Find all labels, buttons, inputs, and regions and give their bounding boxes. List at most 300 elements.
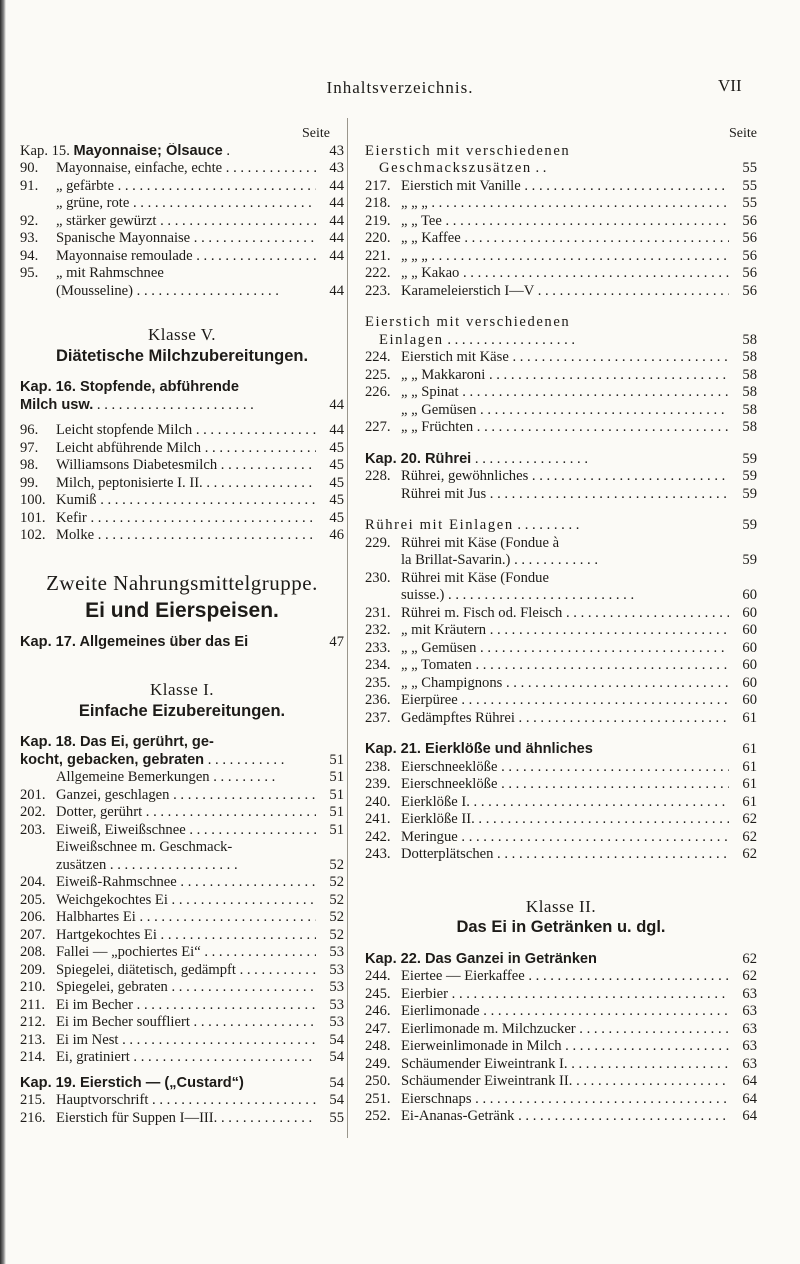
entry-number: 245. (365, 985, 391, 1002)
entry-title: Eierklöße II. . . . (401, 811, 729, 829)
toc-entry (20, 892, 344, 910)
entry-page: 61 (742, 758, 757, 775)
entry-number: 250. (365, 1073, 391, 1089)
entry-title: Eiertee — Eierkaffee . . . (401, 968, 729, 986)
entry-page: 56 (742, 247, 757, 264)
entry-title: „ grüne, rote . . . (56, 195, 316, 213)
column-divider (347, 118, 348, 1138)
entry-page: 45 (329, 474, 344, 491)
entry-title: Schäumender Eiweintrank I. . . . (401, 1056, 729, 1074)
page-number: VII (718, 76, 742, 95)
entry-number: 102. (20, 527, 46, 543)
entry-page: 54 (329, 1092, 344, 1108)
entry-number: 205. (20, 891, 46, 908)
entry-title: „ gefärbte . . . (56, 178, 316, 196)
entry-number: 209. (20, 961, 46, 978)
entry-title: Mayonnaise remoulade . . . (56, 248, 316, 266)
entry-title: „ „ Gemüsen . . . (401, 402, 729, 420)
entry-number: 233. (365, 639, 391, 656)
entry-number: 92. (20, 212, 39, 229)
entry-page: 63 (742, 1003, 757, 1019)
toc-entry (365, 402, 757, 420)
entry-page: 61 (742, 709, 757, 726)
entry-page: 58 (742, 401, 757, 418)
chapter-heading-cont: Milch usw. . . . . . . . . . . . . . . . . . . . . . . 44 (20, 396, 344, 413)
entry-page: 62 (742, 811, 757, 827)
entry-number: 215. (20, 1092, 46, 1108)
entry-number: 220. (365, 230, 391, 246)
entry-title: Eierlimonade . . . (401, 1003, 729, 1021)
entry-number: 221. (365, 247, 391, 264)
entry-page: 64 (742, 1108, 757, 1124)
entry-number: 204. (20, 874, 46, 890)
toc-entry (365, 1091, 757, 1109)
toc-entry (365, 692, 757, 710)
toc-entry (20, 979, 344, 997)
entry-list (365, 468, 757, 503)
entry-number: 235. (365, 674, 391, 691)
entry-list (20, 874, 344, 1067)
entry-number: 214. (20, 1049, 46, 1065)
entry-title: Eiweiß-Rahmschnee . . . (56, 874, 316, 892)
entry-page: 56 (742, 230, 757, 246)
entry-list (20, 160, 344, 283)
entry-page: 56 (742, 212, 757, 229)
entry-page: 55 (742, 195, 757, 211)
entry-page: 44 (329, 247, 344, 264)
entry-number: 240. (365, 793, 391, 810)
entry-number: 242. (365, 828, 391, 845)
entry-page: 62 (742, 846, 757, 862)
entry-title: Gedämpftes Rührei . . . (401, 710, 729, 728)
entry-title: „ „ Tee . . . (401, 213, 729, 231)
entry-number: 212. (20, 1014, 46, 1030)
toc-entry (20, 213, 344, 231)
entry-title: Weichgekochtes Ei . . . (56, 892, 316, 910)
toc-entry-cont: suisse.) . . . . . . . . . . . . . . . . . . . . . . . . . . 60 (401, 587, 757, 603)
entry-number: 91. (20, 177, 39, 194)
entry-number: 99. (20, 474, 39, 491)
toc-entry: (Mousseline) . . . . . . . . . . . . . . . . . . . . 44 (56, 282, 344, 299)
section-heading: Eierstich mit verschiedenen (365, 142, 571, 159)
entry-page: 44 (329, 212, 344, 229)
entry-number: 246. (365, 1003, 391, 1019)
entry-title: Karameleierstich I—V . . . (401, 283, 729, 301)
toc-entry (365, 486, 757, 504)
entry-number: 238. (365, 758, 391, 775)
entry-list (20, 1092, 344, 1127)
toc-entry (365, 283, 757, 301)
toc-entry (365, 248, 757, 266)
entry-page: 53 (329, 1014, 344, 1030)
toc-entry (20, 195, 344, 213)
entry-page: 44 (329, 195, 344, 211)
entry-number: 219. (365, 212, 391, 229)
entry-title: Williamsons Diabetesmilch . . . (56, 457, 316, 475)
entry-page: 61 (742, 793, 757, 810)
entry-number: 213. (20, 1031, 46, 1048)
entry-title: Ei im Becher souffliert . . . (56, 1014, 316, 1032)
toc-entry (20, 440, 344, 458)
entry-title: Eierklöße I. . . . (401, 794, 729, 812)
entry-number: 101. (20, 509, 46, 526)
toc-entry (365, 675, 757, 693)
entry-list (20, 422, 344, 545)
entry-number: 96. (20, 422, 39, 438)
entry-title: Mayonnaise, einfache, echte . . . (56, 160, 316, 178)
chapter-heading: Kap. 22. Das Ganzei in Getränken 62 (365, 950, 757, 967)
entry-page: 59 (742, 468, 757, 484)
entry-number: 98. (20, 457, 39, 473)
chapter-heading-cont: kocht, gebacken, gebraten . . . . . . . . . . . 51 (20, 751, 344, 768)
entry-number: 241. (365, 811, 391, 827)
entry-number: 203. (20, 821, 46, 838)
entry-page: 60 (742, 692, 757, 708)
entry-number: 201. (20, 786, 46, 803)
toc-entry (365, 195, 757, 213)
entry-title: Meringue . . . (401, 829, 729, 847)
entry-number: 208. (20, 944, 46, 960)
toc-entry (365, 605, 757, 623)
entry-page: 43 (329, 160, 344, 176)
toc-entry (365, 1021, 757, 1039)
toc-entry (365, 1003, 757, 1021)
toc-entry (365, 419, 757, 437)
group-heading: Zweite Nahrungsmittelgruppe. (46, 570, 318, 595)
entry-page: 51 (329, 804, 344, 820)
entry-title: Eierweinlimonade in Milch . . . (401, 1038, 729, 1056)
entry-page: 44 (329, 422, 344, 438)
entry-page: 63 (742, 1020, 757, 1037)
chapter-heading: Kap. 15. Mayonnaise; Ölsauce . 43 (20, 142, 344, 159)
page-edge-shadow (0, 0, 6, 1264)
toc-entry (20, 1032, 344, 1050)
entry-page: 54 (329, 1031, 344, 1048)
toc-entry (20, 944, 344, 962)
entry-title: Eierlimonade m. Milchzucker . . . (401, 1021, 729, 1039)
entry-page: 52 (329, 909, 344, 925)
toc-entry (365, 468, 757, 486)
entry-title: „ „ Spinat . . . (401, 384, 729, 402)
entry-title: Rührei mit Jus . . . (401, 486, 729, 504)
entry-page: 58 (742, 419, 757, 435)
entry-number: 243. (365, 846, 391, 862)
entry-title: Halbhartes Ei . . . (56, 909, 316, 927)
entry-number: 217. (365, 177, 391, 194)
class-title: Diätetische Milchzubereitungen. (55, 346, 309, 365)
entry-number: 249. (365, 1055, 391, 1072)
entry-page: 52 (329, 926, 344, 943)
entry-number: 206. (20, 909, 46, 925)
entry-title: Milch, peptonisierte I. II. . . . (56, 475, 316, 493)
toc-entry (365, 811, 757, 829)
entry-page: 62 (742, 968, 757, 984)
entry-title: „ „ „ . . . (401, 195, 729, 213)
entry-title: „ „ Champignons . . . (401, 675, 729, 693)
entry-title: Fallei — „pochiertes Ei“ . . . (56, 944, 316, 962)
entry-number: 218. (365, 195, 391, 211)
section-heading: Eierstich mit verschiedenen (365, 314, 571, 330)
entry-number: 222. (365, 265, 391, 281)
entry-number: 223. (365, 282, 391, 299)
class-title: Das Ei in Getränken u. dgl. (456, 918, 666, 936)
toc-entry (365, 1056, 757, 1074)
section-heading-cont: Geschmackszusätzen . . 55 (379, 160, 757, 176)
entry-list (365, 759, 757, 864)
toc-entry (20, 248, 344, 266)
entry-title: Molke . . . (56, 527, 316, 545)
toc-entry (365, 657, 757, 675)
chapter-heading: Kap. 19. Eierstich — („Custard“) 54 (20, 1074, 344, 1091)
entry-title: „ „ „ . . . (401, 248, 729, 266)
entry-page: 52 (329, 891, 344, 908)
entry-number: 236. (365, 692, 391, 708)
right-column (365, 125, 757, 1126)
toc-entry (20, 178, 344, 196)
entry-page: 60 (742, 657, 757, 673)
toc-entry (365, 846, 757, 864)
entry-page: 64 (742, 1073, 757, 1089)
entry-title: Eierschneeklöße . . . (401, 776, 729, 794)
entry-number: 247. (365, 1020, 391, 1037)
entry-number: 225. (365, 366, 391, 383)
toc-entry (365, 1038, 757, 1056)
entry-page: 53 (329, 996, 344, 1013)
entry-title: Spiegelei, diätetisch, gedämpft . . . (56, 962, 316, 980)
entry-title: „ „ Kakao . . . (401, 265, 729, 283)
entry-page: 52 (329, 874, 344, 890)
entry-page: 58 (742, 366, 757, 383)
entry-title: Eierbier . . . (401, 986, 729, 1004)
entry-page: 60 (742, 604, 757, 621)
entry-number: 224. (365, 349, 391, 365)
entry-page: 45 (329, 457, 344, 473)
entry-title: Eierschnaps . . . (401, 1091, 729, 1109)
entry-list (365, 605, 757, 728)
entry-page: 64 (742, 1090, 757, 1107)
toc-entry-cont: zusätzen . . . . . . . . . . . . . . . . . . 52 (56, 856, 344, 873)
entry-title: Ganzei, geschlagen . . . (56, 787, 316, 805)
seite-label: Seite (302, 126, 330, 141)
toc-entry: Allgemeine Bemerkungen . . . . . . . . . 51 (56, 769, 344, 785)
toc-entry (20, 874, 344, 892)
toc-entry (20, 422, 344, 440)
entry-title: „ mit Kräutern . . . (401, 622, 729, 640)
class-title: Einfache Eizubereitungen. (78, 701, 286, 720)
entry-page: 56 (742, 265, 757, 281)
entry-title: „ mit Rahmschnee (56, 265, 164, 281)
toc-entry (20, 962, 344, 980)
entry-title: Schäumender Eiweintrank II. . . . (401, 1073, 729, 1091)
toc-entry: 230. Rührei mit Käse (Fondue (365, 569, 549, 586)
toc-entry (365, 349, 757, 367)
toc-entry (20, 230, 344, 248)
toc-entry (20, 804, 344, 822)
toc-entry (365, 230, 757, 248)
entry-page: 53 (329, 961, 344, 978)
entry-title: „ „ Früchten . . . (401, 419, 729, 437)
toc-entry (365, 1073, 757, 1091)
entry-number: 226. (365, 384, 391, 400)
toc-entry: Eiweißschnee m. Geschmack- (56, 839, 233, 855)
toc-entry (365, 213, 757, 231)
entry-title: Hartgekochtes Ei . . . (56, 927, 316, 945)
entry-number: 231. (365, 604, 391, 621)
chapter-heading: Kap. 20. Rührei . . . . . . . . . . . . . . . . 59 (365, 450, 757, 467)
entry-title: Spanische Mayonnaise . . . (56, 230, 316, 248)
toc-entry (20, 527, 344, 545)
entry-title: Dotter, gerührt . . . (56, 804, 316, 822)
entry-page: 58 (742, 349, 757, 365)
group-title: Ei und Eierspeisen. (85, 599, 279, 622)
toc-entry (365, 384, 757, 402)
toc-entry (365, 265, 757, 283)
seite-label: Seite (729, 126, 757, 141)
section-heading-cont: Einlagen . . . . . . . . . . . . . . . . . . 58 (379, 331, 757, 348)
entry-title: Kefir . . . (56, 510, 316, 528)
entry-title: Hauptvorschrift . . . (56, 1092, 316, 1110)
toc-entry (20, 492, 344, 510)
entry-number: 100. (20, 492, 46, 508)
toc-entry (365, 367, 757, 385)
entry-number: 97. (20, 439, 39, 456)
entry-page: 60 (742, 674, 757, 691)
entry-title: Ei im Nest . . . (56, 1032, 316, 1050)
entry-number: 239. (365, 776, 391, 792)
running-head: Inhaltsverzeichnis. (326, 78, 474, 97)
entry-page: 53 (329, 979, 344, 995)
entry-number: 216. (20, 1109, 46, 1126)
entry-list (365, 178, 757, 301)
entry-page: 46 (329, 527, 344, 543)
entry-page: 60 (742, 622, 757, 638)
toc-entry (365, 1108, 757, 1126)
toc-entry (365, 640, 757, 658)
entry-number: 202. (20, 804, 46, 820)
toc-entry (20, 265, 344, 283)
entry-title: „ „ Kaffee . . . (401, 230, 729, 248)
entry-number: 234. (365, 657, 391, 673)
entry-page: 61 (742, 776, 757, 792)
entry-title: Dotterplätschen . . . (401, 846, 729, 864)
entry-page: 63 (742, 1055, 757, 1072)
entry-page: 44 (329, 177, 344, 194)
toc-entry (20, 475, 344, 493)
toc-entry-cont: la Brillat-Savarin.) . . . . . . . . . . . . 59 (401, 552, 757, 568)
toc-entry (365, 178, 757, 196)
entry-number: 251. (365, 1090, 391, 1107)
toc-entry (20, 1049, 344, 1067)
entry-page: 45 (329, 492, 344, 508)
toc-entry (20, 160, 344, 178)
entry-page: 63 (742, 985, 757, 1002)
entry-list (365, 968, 757, 1126)
toc-entry (365, 968, 757, 986)
entry-page: 53 (329, 944, 344, 960)
toc-entry (20, 510, 344, 528)
entry-number: 248. (365, 1038, 391, 1054)
entry-page: 60 (742, 639, 757, 656)
entry-title: Eierstich für Suppen I—III. . . . (56, 1110, 316, 1128)
entry-page: 45 (329, 509, 344, 526)
entry-title: Eierstich mit Vanille . . . (401, 178, 729, 196)
toc-entry (20, 1014, 344, 1032)
toc-entry (20, 457, 344, 475)
toc-entry (20, 927, 344, 945)
toc-entry (365, 710, 757, 728)
toc-entry (365, 622, 757, 640)
chapter-heading: Kap. 21. Eierklöße und ähnliches 61 (365, 741, 757, 757)
entry-number: 252. (365, 1108, 391, 1124)
entry-number: 93. (20, 230, 39, 246)
entry-number: 237. (365, 709, 391, 726)
entry-page: 51 (329, 786, 344, 803)
entry-title: „ stärker gewürzt . . . (56, 213, 316, 231)
toc-entry (365, 829, 757, 847)
entry-page: 55 (329, 1109, 344, 1126)
chapter-heading: Kap. 16. Stopfende, abführende (20, 379, 239, 395)
toc-entry (365, 986, 757, 1004)
entry-title: Eiweiß, Eiweißschnee . . . (56, 822, 316, 840)
entry-number: 232. (365, 622, 391, 638)
entry-number: 211. (20, 996, 45, 1013)
entry-page: 58 (742, 384, 757, 400)
entry-page: 54 (329, 1049, 344, 1065)
entry-title: Leicht stopfende Milch . . . (56, 422, 316, 440)
entry-title: Rührei m. Fisch od. Fleisch . . . (401, 605, 729, 623)
entry-title: Ei, gratiniert . . . (56, 1049, 316, 1067)
toc-entry (20, 1092, 344, 1110)
entry-number: 94. (20, 247, 39, 264)
entry-page: 45 (329, 439, 344, 456)
entry-title: Eierpüree . . . (401, 692, 729, 710)
entry-list (20, 787, 344, 840)
class-heading: Klasse V. (147, 325, 217, 344)
chapter-heading: Kap. 17. Allgemeines über das Ei 47 (20, 633, 344, 650)
entry-title: Kumiß . . . (56, 492, 316, 510)
entry-title: Ei im Becher . . . (56, 997, 316, 1015)
entry-title: „ „ Gemüsen . . . (401, 640, 729, 658)
entry-title: Eierstich mit Käse . . . (401, 349, 729, 367)
entry-page: 63 (742, 1038, 757, 1054)
chapter-heading: Kap. 18. Das Ei, gerührt, ge- (20, 734, 214, 750)
entry-number: 95. (20, 265, 39, 281)
entry-number: 227. (365, 419, 391, 435)
entry-title: „ „ Makkaroni . . . (401, 367, 729, 385)
left-column (20, 125, 344, 1127)
class-heading: Klasse II. (525, 896, 597, 916)
toc-entry (20, 909, 344, 927)
entry-page: 55 (742, 177, 757, 194)
toc-entry (365, 776, 757, 794)
toc-entry: 229. Rührei mit Käse (Fondue à (365, 534, 560, 551)
entry-title: „ „ Tomaten . . . (401, 657, 729, 675)
entry-number: 207. (20, 926, 46, 943)
toc-entry (365, 794, 757, 812)
section-heading: Rührei mit Einlagen . . . . . . . . . 59 (365, 517, 757, 533)
entry-number: 228. (365, 468, 391, 484)
entry-page: 51 (329, 821, 344, 838)
entry-page: 62 (742, 828, 757, 845)
entry-page: 56 (742, 282, 757, 299)
toc-entry (20, 787, 344, 805)
entry-title: Spiegelei, gebraten . . . (56, 979, 316, 997)
entry-title: Leicht abführende Milch . . . (56, 440, 316, 458)
entry-list (365, 349, 757, 437)
entry-title: Rührei, gewöhnliches . . . (401, 468, 729, 486)
entry-number: 244. (365, 968, 391, 984)
toc-entry (20, 1110, 344, 1128)
